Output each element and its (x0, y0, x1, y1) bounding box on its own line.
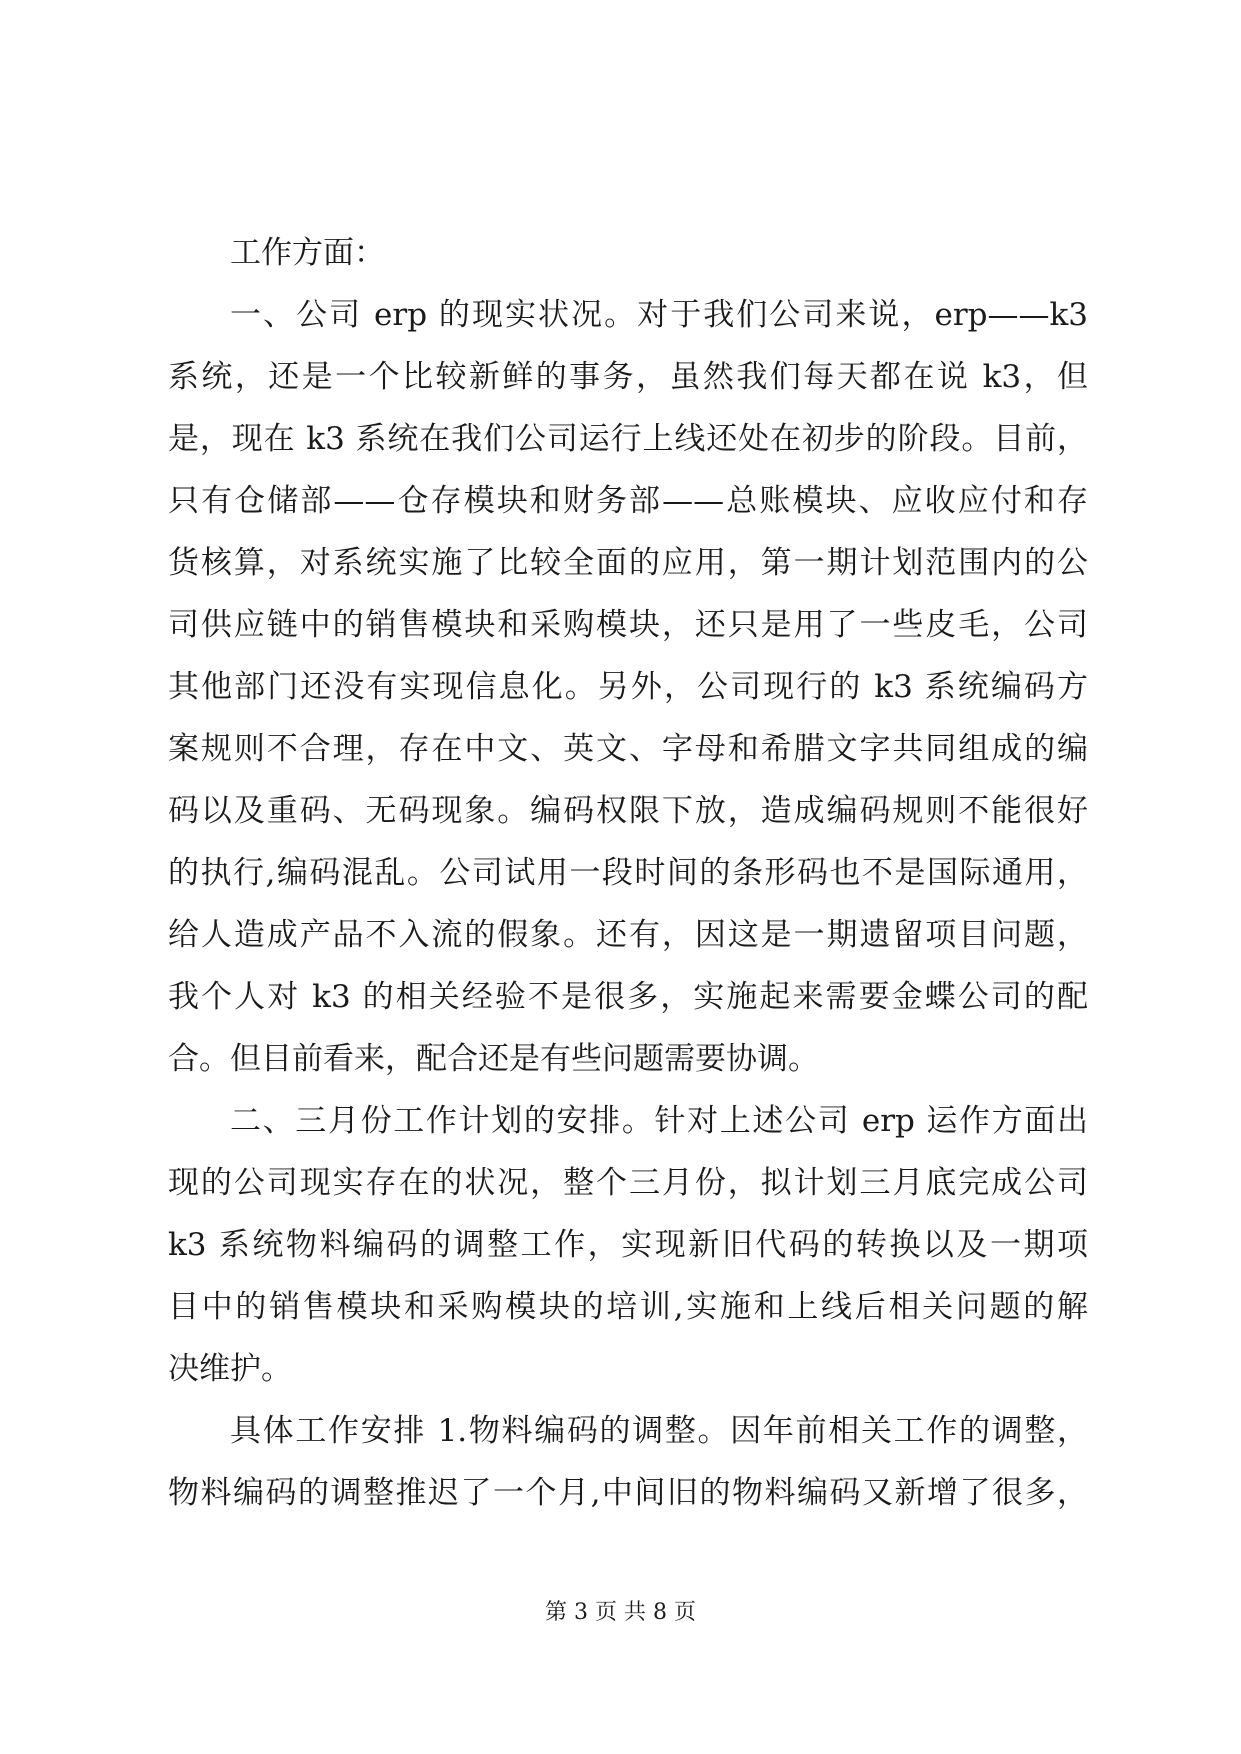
text-line: 系统，还是一个比较新鲜的事务，虽然我们每天都在说 k3，但 (168, 359, 1088, 395)
text-line: 工作方面： (230, 235, 385, 271)
page-number-footer: 第 3 页 共 8 页 (545, 1600, 696, 1625)
text-line: 现的公司现实存在的状况，整个三月份，拟计划三月底完成公司 (168, 1165, 1088, 1201)
text-line: 案规则不合理，存在中文、英文、字母和希腊文字共同组成的编 (168, 731, 1088, 767)
text-line: 具体工作安排 1.物料编码的调整。因年前相关工作的调整， (230, 1413, 1088, 1449)
text-line: 其他部门还没有实现信息化。另外，公司现行的 k3 系统编码方 (168, 669, 1088, 705)
text-line: 给人造成产品不入流的假象。还有，因这是一期遗留项目问题， (168, 917, 1088, 953)
text-line: 司供应链中的销售模块和采购模块，还只是用了一些皮毛，公司 (168, 607, 1088, 643)
text-line: 合。但目前看来，配合还是有些问题需要协调。 (168, 1041, 819, 1077)
text-line: 只有仓储部——仓存模块和财务部——总账模块、应收应付和存 (168, 483, 1088, 519)
text-line: 货核算，对系统实施了比较全面的应用，第一期计划范围内的公 (168, 545, 1088, 581)
text-line: 的执行,编码混乱。公司试用一段时间的条形码也不是国际通用， (168, 855, 1088, 891)
text-line: 我个人对 k3 的相关经验不是很多，实施起来需要金蝶公司的配 (168, 979, 1088, 1015)
text-line: 一、公司 erp 的现实状况。对于我们公司来说，erp——k3 (230, 297, 1088, 333)
text-line: k3 系统物料编码的调整工作，实现新旧代码的转换以及一期项 (168, 1227, 1088, 1263)
text-line: 目中的销售模块和采购模块的培训,实施和上线后相关问题的解 (168, 1289, 1088, 1325)
text-line: 决维护。 (168, 1351, 292, 1387)
text-line: 二、三月份工作计划的安排。针对上述公司 erp 运作方面出 (230, 1103, 1088, 1139)
document-body (168, 222, 1088, 1524)
text-line: 是，现在 k3 系统在我们公司运行上线还处在初步的阶段。目前， (168, 421, 1088, 457)
text-line: 码以及重码、无码现象。编码权限下放，造成编码规则不能很好 (168, 793, 1088, 829)
text-line: 物料编码的调整推迟了一个月,中间旧的物料编码又新增了很多， (168, 1475, 1088, 1511)
